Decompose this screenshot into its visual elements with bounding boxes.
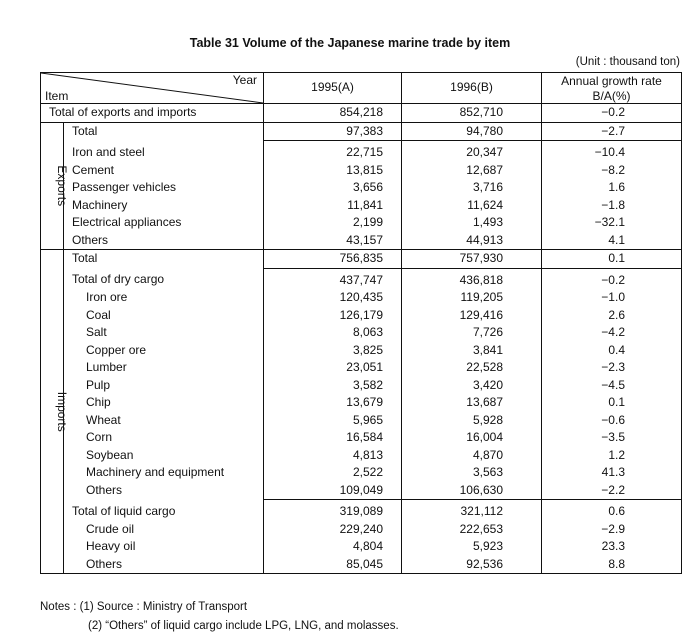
growth-rate: −3.5 (601, 430, 625, 444)
table-row (41, 307, 682, 325)
unit-label: (Unit : thousand ton) (575, 56, 680, 68)
table-title: Table 31 Volume of the Japanese marine trade by item (189, 36, 511, 50)
value-1995: 13,815 (264, 162, 402, 180)
group-exports (41, 122, 70, 250)
table-row (41, 104, 682, 123)
growth-rate: −2.7 (542, 122, 682, 141)
header-1996: 1996(B) (402, 73, 542, 104)
table-row (41, 122, 682, 141)
growth-rate: 23.3 (601, 539, 625, 553)
value-1995: 3,656 (264, 179, 402, 197)
value-1996: 3,563 (402, 464, 542, 482)
value-1996: 20,347 (402, 141, 542, 162)
row-label: Iron and steel (64, 141, 264, 162)
value-1996: 3,716 (402, 179, 542, 197)
value-1996: 12,687 (402, 162, 542, 180)
value-1995: 97,383 (264, 122, 402, 141)
row-label: Others (64, 556, 264, 574)
table-row (41, 289, 682, 307)
value-1996: 5,928 (402, 412, 542, 430)
growth-rate: 41.3 (601, 465, 625, 479)
value-1995: 854,218 (264, 104, 402, 123)
value-1995: 8,063 (264, 324, 402, 342)
header-item-label: Item (45, 89, 69, 103)
value-1995: 126,179 (264, 307, 402, 325)
value-1996: 1,493 (402, 214, 542, 232)
table-row (41, 359, 682, 377)
notes (40, 598, 399, 636)
header-growth-rate (542, 73, 682, 104)
note-1: Notes : (1) Source : Ministry of Transport (40, 601, 248, 613)
value-1996: 129,416 (402, 307, 542, 325)
growth-rate: −32.1 (594, 215, 625, 229)
growth-rate: 4.1 (608, 232, 625, 247)
table-row (41, 342, 682, 360)
value-1995: 23,051 (264, 359, 402, 377)
value-1996: 13,687 (402, 394, 542, 412)
note-2: (2) “Others” of liquid cargo include LPG, LNG, and molasses. (88, 620, 399, 632)
table-row (41, 538, 682, 556)
value-1995: 11,841 (264, 197, 402, 215)
row-label: Corn (64, 429, 264, 447)
value-1996: 22,528 (402, 359, 542, 377)
value-1996: 119,205 (402, 289, 542, 307)
table-row (41, 179, 682, 197)
row-label: Cement (64, 162, 264, 180)
value-1996: 7,726 (402, 324, 542, 342)
table-row (41, 394, 682, 412)
marine-trade-table (40, 72, 682, 574)
growth-rate: 1.6 (608, 180, 625, 194)
value-1995: 229,240 (264, 521, 402, 539)
value-1996: 852,710 (402, 104, 542, 123)
value-1996: 757,930 (402, 250, 542, 269)
row-label: Total of dry cargo (64, 268, 264, 289)
table-row (41, 412, 682, 430)
row-label: Others (64, 482, 264, 500)
growth-rate: −2.9 (601, 521, 625, 536)
table-row (41, 377, 682, 395)
value-1995: 437,747 (264, 268, 402, 289)
row-label: Electrical appliances (64, 214, 264, 232)
value-1995: 2,199 (264, 214, 402, 232)
table-row (41, 250, 682, 269)
row-label: Soybean (64, 447, 264, 465)
row-label: Machinery (64, 197, 264, 215)
table-row (41, 429, 682, 447)
growth-rate: 8.8 (608, 556, 625, 571)
value-1996: 106,630 (402, 482, 542, 500)
value-1996: 321,112 (402, 500, 542, 521)
value-1996: 11,624 (402, 197, 542, 215)
value-1995: 3,582 (264, 377, 402, 395)
value-1995: 85,045 (264, 556, 402, 574)
value-1996: 4,870 (402, 447, 542, 465)
growth-rate: −4.2 (601, 325, 625, 339)
table-row (41, 197, 682, 215)
value-1995: 109,049 (264, 482, 402, 500)
value-1995: 43,157 (264, 232, 402, 250)
value-1995: 13,679 (264, 394, 402, 412)
row-label: Coal (64, 307, 264, 325)
value-1996: 16,004 (402, 429, 542, 447)
table-row (41, 232, 682, 250)
value-1996: 92,536 (402, 556, 542, 574)
growth-rate: 2.6 (608, 307, 625, 322)
value-1996: 222,653 (402, 521, 542, 539)
value-1996: 94,780 (402, 122, 542, 141)
value-1995: 756,835 (264, 250, 402, 269)
value-1996: 44,913 (402, 232, 542, 250)
growth-rate: −8.2 (601, 162, 625, 177)
header-row (41, 73, 682, 104)
header-year-label: Year (232, 73, 257, 87)
value-1995: 16,584 (264, 429, 402, 447)
value-1995: 4,804 (264, 538, 402, 556)
value-1996: 3,420 (402, 377, 542, 395)
table-row (41, 482, 682, 500)
value-1995: 120,435 (264, 289, 402, 307)
row-label: Copper ore (64, 342, 264, 360)
row-label: Total of exports and imports (41, 104, 264, 123)
growth-rate: 0.6 (542, 500, 682, 521)
table-row (41, 162, 682, 180)
group-exports-label: Exports (55, 165, 70, 207)
table-row (41, 214, 682, 232)
row-label: Pulp (64, 377, 264, 395)
row-label: Others (64, 232, 264, 250)
header-growth-line2: B/A(%) (592, 89, 631, 103)
value-1995: 22,715 (264, 141, 402, 162)
growth-rate: −0.6 (601, 412, 625, 427)
table-row (41, 521, 682, 539)
header-1995: 1995(A) (264, 73, 402, 104)
growth-rate: 0.1 (542, 250, 682, 269)
value-1996: 436,818 (402, 268, 542, 289)
growth-rate: 0.4 (608, 342, 625, 357)
header-growth-line1: Annual growth rate (561, 74, 662, 88)
row-label: Heavy oil (64, 538, 264, 556)
row-label: Iron ore (64, 289, 264, 307)
row-label: Passenger vehicles (64, 179, 264, 197)
growth-rate: −10.4 (542, 141, 682, 162)
row-label: Wheat (64, 412, 264, 430)
row-label: Chip (64, 394, 264, 412)
table-row (41, 500, 682, 521)
row-label: Lumber (64, 359, 264, 377)
value-1995: 2,522 (264, 464, 402, 482)
row-label: Machinery and equipment (64, 464, 264, 482)
growth-rate: −4.5 (601, 377, 625, 392)
row-label: Total (64, 122, 264, 141)
row-label: Salt (64, 324, 264, 342)
table-row (41, 268, 682, 289)
group-imports (41, 250, 69, 574)
growth-rate: −2.2 (601, 482, 625, 497)
table-row (41, 556, 682, 574)
table-row (41, 447, 682, 465)
row-label: Total of liquid cargo (64, 500, 264, 521)
value-1995: 3,825 (264, 342, 402, 360)
value-1995: 4,813 (264, 447, 402, 465)
row-label: Total (64, 250, 264, 269)
growth-rate: −1.0 (601, 290, 625, 304)
table-row (41, 324, 682, 342)
growth-rate: −2.3 (601, 360, 625, 374)
growth-rate: −1.8 (601, 197, 625, 212)
growth-rate: −0.2 (542, 104, 682, 123)
growth-rate: −0.2 (542, 268, 682, 289)
group-imports-label: Imports (54, 391, 69, 432)
value-1995: 319,089 (264, 500, 402, 521)
value-1996: 5,923 (402, 538, 542, 556)
header-diagonal-line (41, 73, 263, 103)
table-row (41, 141, 682, 162)
growth-rate: 0.1 (608, 395, 625, 409)
growth-rate: 1.2 (608, 447, 625, 462)
value-1995: 5,965 (264, 412, 402, 430)
row-label: Crude oil (64, 521, 264, 539)
table-row (41, 464, 682, 482)
value-1996: 3,841 (402, 342, 542, 360)
header-item-cell (41, 73, 264, 104)
